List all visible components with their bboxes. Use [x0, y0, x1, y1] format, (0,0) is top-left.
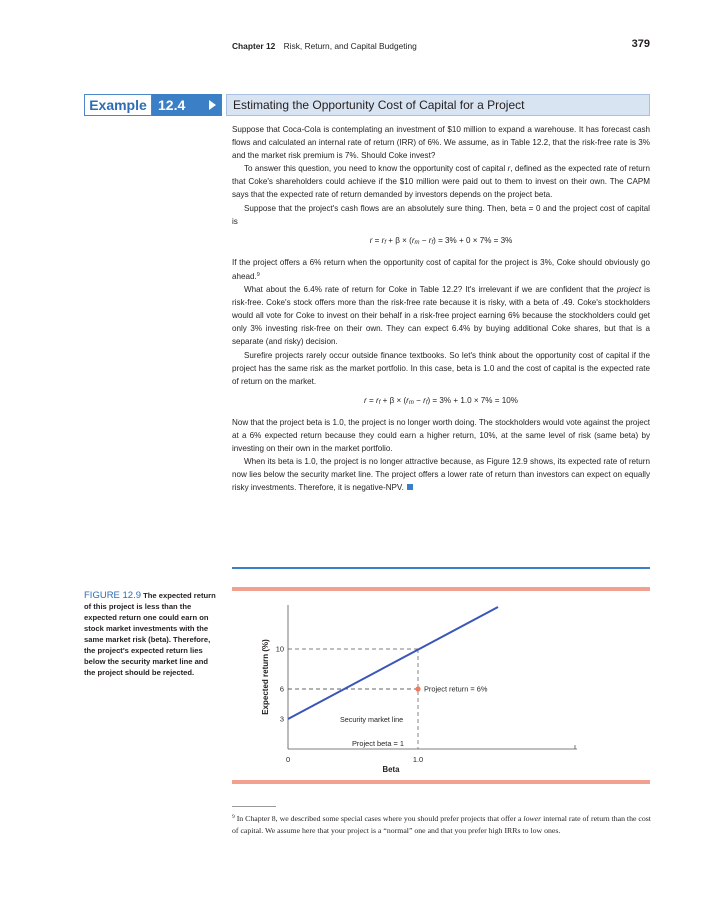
end-square-icon: [407, 484, 413, 490]
paragraph-7: Now that the project beta is 1.0, the project is no longer worth doing. The stockholders would vote against the project at a 6% expected return because they could earn a higher return, 10%, at the same level of risk (same beta) by investing on their own in the market portfolio.: [232, 417, 650, 454]
project-beta-label: Project beta = 1: [352, 739, 404, 748]
running-header: [232, 41, 652, 51]
play-arrow-icon: [209, 100, 216, 110]
x-tick-0: 0: [285, 755, 291, 764]
paragraph-5: What about the 6.4% rate of return for Coke in Table 12.2? It's irrelevant if we are confident that the project is risk-free. Coke's stock offers more than the risk-free rate because it is risky, with a beta of .49. Coke's stockholders would all vote for Coke to invest on their behalf in a risk-free project earning 6% because the stockholders could get only 3% investing risk-free on their own. They can expect 6.4% by buying additional Coke shares, but that is a separate (and risky) decision.: [232, 285, 651, 347]
paragraph-6: Surefire projects rarely occur outside finance textbooks. So let's think about the opportunity cost of capital if the project has the same risk as the market portfolio. In this case, beta is 1.0 and the cost of capital is the expected rate of return on the market.: [232, 350, 650, 386]
y-tick-10: 10: [275, 644, 284, 654]
figure-caption: [84, 590, 216, 678]
security-market-line: [288, 607, 498, 719]
figure-bottom-rule: [232, 780, 650, 784]
footnote-number: 9: [232, 814, 235, 820]
y-tick-6: 6: [279, 684, 284, 694]
chapter-label: Chapter 12: [232, 41, 276, 51]
paragraph-3: Suppose that the project's cash flows are an absolutely sure thing. Then, beta = 0 and the project cost of capital is: [232, 203, 650, 226]
section-title: Risk, Return, and Capital Budgeting: [283, 41, 417, 51]
paragraph-2: To answer this question, you need to know the opportunity cost of capital r, defined as the expected rate of return that Coke's shareholders could achieve if the $10 million were paid out to them to invest on their own. The CAPM says that the expected rate of return demanded by investors depends on the project beta.: [232, 164, 650, 200]
equation-2: r = rf + β × (rm − rf) = 3% + 1.0 × 7% = 10%: [364, 395, 518, 406]
figure-top-rule: [232, 587, 650, 591]
paragraph-8: When its beta is 1.0, the project is no longer attractive because, as Figure 12.9 shows, its expected rate of return now lies below the security market line. The project offers a lower rate of return than investors can expect on equally risky investments. Therefore, it is negative-NPV.: [232, 457, 650, 493]
example-body: [232, 123, 650, 494]
example-label: Example: [84, 94, 152, 116]
y-axis-label: Expected return (%): [261, 639, 270, 715]
equation-1: r = rf + β × (rm − rf) = 3% + 0 × 7% = 3%: [369, 235, 513, 246]
inline-r: r: [507, 164, 511, 174]
y-tick-3: 3: [279, 714, 284, 724]
footnote-ref: 9: [256, 271, 260, 278]
footnote: $^9$ In Chapter 8, we described some special cases where you should prefer projects that offer a lower internal rate of return than the cost of capital. We assume here that your project is a “normal” one and that you prefer high IRRs to low ones.: [232, 814, 651, 835]
example-title: Estimating the Opportunity Cost of Capital for a Project: [226, 94, 650, 116]
page-number: 379: [631, 38, 650, 50]
example-number-box: [152, 94, 222, 116]
figure-label: FIGURE 12.9: [84, 590, 142, 601]
footnote-rule: [232, 806, 276, 807]
project-return-label: Project return = 6%: [424, 684, 488, 694]
x-tick-1: 1.0: [412, 755, 424, 764]
figure-caption-text: The expected return of this project is less than the expected return one could earn on stock market investments with the same market risk (beta). Therefore, the project's expected return lies below the security market line and the project should be rejected.: [84, 591, 216, 677]
project-return-point: [415, 686, 420, 691]
example-banner: [84, 94, 650, 116]
paragraph-1: Suppose that Coca-Cola is contemplating an investment of $10 million to expand a warehouse. It has forecast cash flows and calculated an internal rate of return (IRR) of 6%. We assume, as in Table 12.2, that the risk-free rate is 3% and the market risk premium is 7%. Should Coke invest?: [232, 125, 650, 161]
sml-label: Security market line: [340, 715, 404, 724]
x-axis-label: Beta: [382, 765, 400, 774]
section-divider: [232, 567, 650, 569]
paragraph-4: If the project offers a 6% return when the opportunity cost of capital for the project is 3%, Coke should obviously go ahead.$^9$: [232, 257, 650, 281]
sml-chart: [232, 595, 650, 780]
example-number: 12.4: [158, 97, 186, 113]
